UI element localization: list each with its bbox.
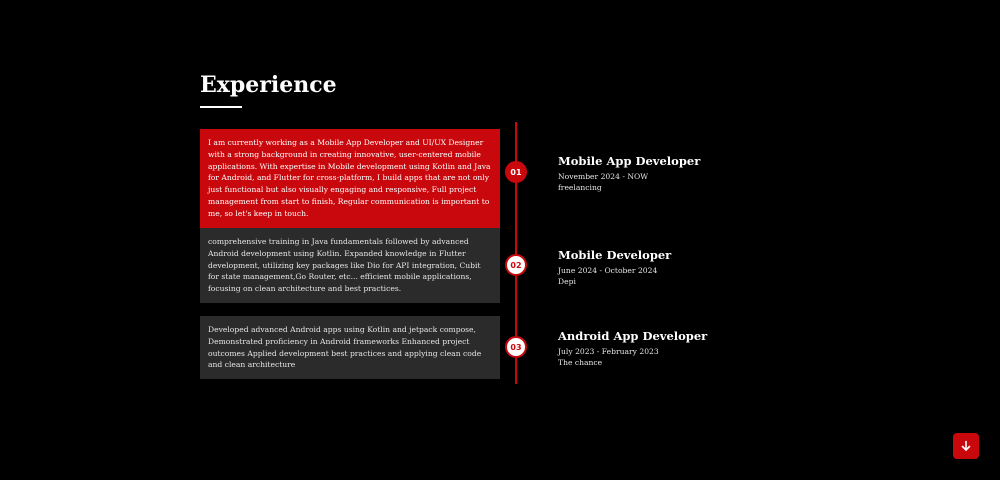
arrow-down-icon <box>960 440 972 452</box>
section-title: Experience <box>200 72 337 98</box>
role-date: November 2024 - NOW <box>558 172 648 181</box>
role-company: The chance <box>558 358 603 367</box>
role-title: Android App Developer <box>558 329 708 343</box>
role-date: July 2023 - February 2023 <box>558 347 659 356</box>
role-date: June 2024 - October 2024 <box>558 266 658 275</box>
experience-card-2[interactable]: comprehensive training in Java fundamentals followed by advanced Android development using Kotlin. Expanded knowledge in Flutter development, utilizing key packages like Dio for API integration, Cubit for state management,Go Router, etc... efficient mobile applications, focusing on clean architecture and best practices. <box>200 228 500 303</box>
timeline-marker-3[interactable]: 03 <box>505 336 527 358</box>
role-title: Mobile App Developer <box>558 154 701 168</box>
experience-role-1 <box>558 154 700 193</box>
scroll-down-button[interactable] <box>953 433 979 459</box>
role-company: Depi <box>558 277 576 286</box>
experience-card-3[interactable]: Developed advanced Android apps using Kotlin and jetpack compose, Demonstrated proficiency in Android frameworks Enhanced project outcomes Applied development best practices and applying clean code and clean architecture <box>200 316 500 379</box>
timeline-marker-1[interactable]: 01 <box>505 161 527 183</box>
experience-card-1[interactable]: I am currently working as a Mobile App Developer and UI/UX Designer with a strong background in creating innovative, user-centered mobile applications. With expertise in Mobile development using Kotlin and Java for Android, and Flutter for cross-platform, I build apps that are not only just functional but also visually engaging and responsive, Full project management from start to finish, Regular communication is important to me, so let's keep in touch. <box>200 129 500 228</box>
timeline-marker-2[interactable]: 02 <box>505 254 527 276</box>
title-underline <box>200 106 242 108</box>
experience-role-2 <box>558 248 671 287</box>
role-company: freelancing <box>558 183 602 192</box>
role-title: Mobile Developer <box>558 248 672 262</box>
experience-role-3 <box>558 329 707 368</box>
